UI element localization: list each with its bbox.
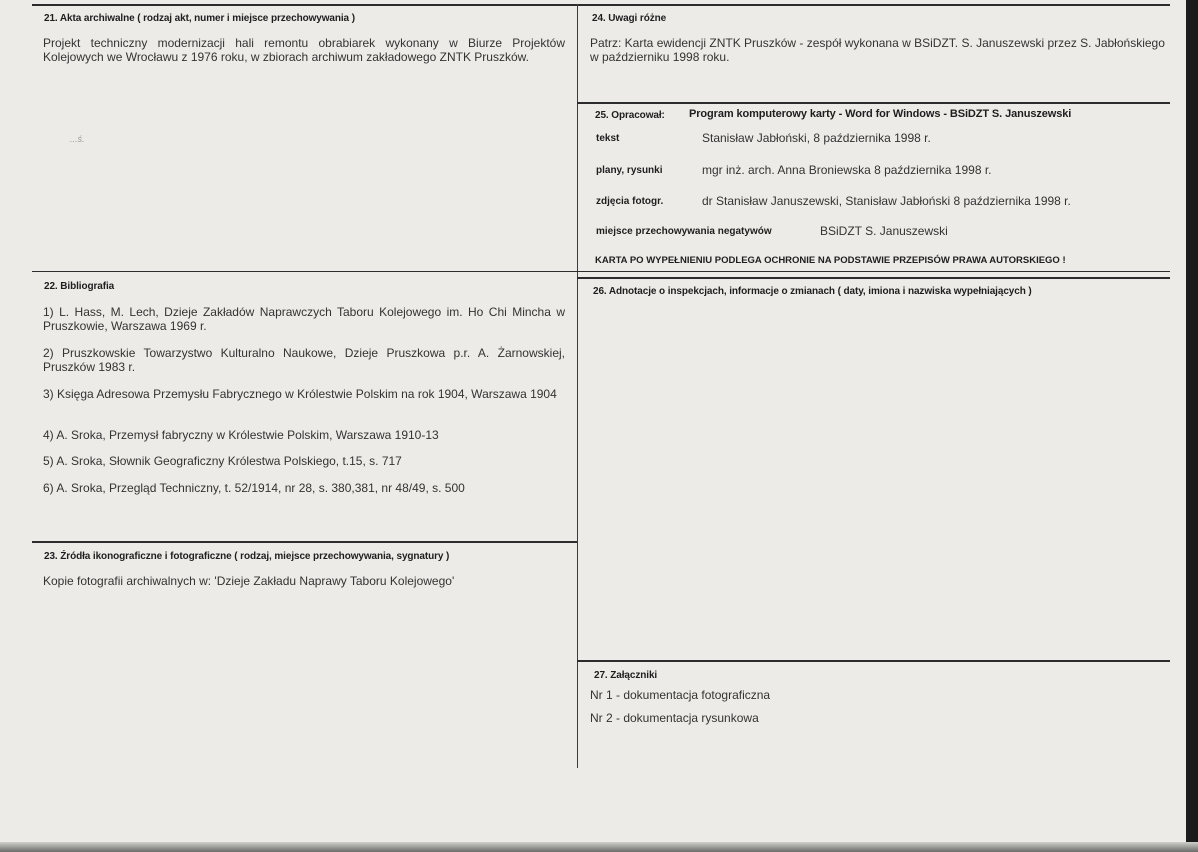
bibliography-item-5: 5) A. Sroka, Słownik Geograficzny Królestwa Polskiego, t.15, s. 717 bbox=[43, 454, 402, 468]
divider-23 bbox=[32, 541, 577, 543]
scan-smudge: ...ś. bbox=[70, 134, 85, 144]
s25-value-tekst: Stanisław Jabłoński, 8 października 1998 r. bbox=[702, 131, 931, 145]
s25-label-zdjecia: zdjęcia fotogr. bbox=[596, 196, 664, 207]
section-25-heading: 25. Opracował: bbox=[595, 110, 665, 121]
bibliography-item-3: 3) Księga Adresowa Przemysłu Fabrycznego w Królestwie Polskim na rok 1904, Warszawa 1904 bbox=[43, 387, 557, 401]
column-divider bbox=[577, 4, 578, 768]
bibliography-item-6: 6) A. Sroka, Przegląd Techniczny, t. 52/1914, nr 28, s. 380,381, nr 48/49, s. 500 bbox=[43, 481, 465, 495]
section-26-heading: 26. Adnotacje o inspekcjach, informacje o zmianach ( daty, imiona i nazwiska wypełniających ) bbox=[593, 286, 1032, 297]
divider-27 bbox=[577, 660, 1170, 662]
divider-25-inner bbox=[577, 271, 1170, 272]
section-23-heading: 23. Źródła ikonograficzne i fotograficzne ( rodzaj, miejsce przechowywania, sygnatury ) bbox=[44, 551, 450, 562]
attachment-item-2: Nr 2 - dokumentacja rysunkowa bbox=[590, 711, 759, 725]
section-25-heading-detail: Program komputerowy karty - Word for Windows - BSiDZT S. Januszewski bbox=[689, 108, 1072, 120]
s25-label-negatywy: miejsce przechowywania negatywów bbox=[596, 226, 772, 237]
divider-25 bbox=[577, 102, 1170, 104]
s25-label-tekst: tekst bbox=[596, 133, 620, 144]
section-21-text: Projekt techniczny modernizacji hali remontu obrabiarek wykonany w Biurze Projektów Kolejowych we Wrocławu z 1976 roku, w zbiorach archiwum zakładowego ZNTK Pruszków. bbox=[43, 36, 565, 64]
section-24-heading: 24. Uwagi różne bbox=[592, 13, 667, 24]
top-border-left bbox=[32, 4, 577, 6]
section-24-text: Patrz: Karta ewidencji ZNTK Pruszków - zespół wykonana w BSiDZT. S. Januszewski przez S. Jabłońskiego w październiku 1998 roku. bbox=[590, 36, 1165, 64]
scan-edge-bottom bbox=[0, 842, 1198, 852]
bibliography-item-4: 4) A. Sroka, Przemysł fabryczny w Królestwie Polskim, Warszawa 1910-13 bbox=[43, 428, 439, 442]
copyright-notice: KARTA PO WYPEŁNIENIU PODLEGA OCHRONIE NA PODSTAWIE PRZEPISÓW PRAWA AUTORSKIEGO ! bbox=[595, 255, 1066, 266]
divider-22 bbox=[32, 271, 577, 272]
scan-edge-right bbox=[1186, 0, 1198, 852]
attachment-item-1: Nr 1 - dokumentacja fotograficzna bbox=[590, 688, 771, 702]
divider-26 bbox=[577, 277, 1170, 279]
section-21-heading: 21. Akta archiwalne ( rodzaj akt, numer i miejsce przechowywania ) bbox=[44, 13, 355, 24]
bibliography-item-1: 1) L. Hass, M. Lech, Dzieje Zakładów Naprawczych Taboru Kolejowego im. Ho Chi Mincha w Pruszkowie, Warszawa 1969 r. bbox=[43, 305, 565, 333]
section-22-heading: 22. Bibliografia bbox=[44, 281, 115, 292]
s25-value-zdjecia: dr Stanisław Januszewski, Stanisław Jabłoński 8 października 1998 r. bbox=[702, 194, 1071, 208]
s25-label-plany: plany, rysunki bbox=[596, 165, 663, 176]
top-border-right bbox=[577, 4, 1170, 6]
section-23-text: Kopie fotografii archiwalnych w: 'Dzieje Zakładu Naprawy Taboru Kolejowego' bbox=[43, 574, 455, 588]
section-27-heading: 27. Załączniki bbox=[594, 670, 658, 681]
s25-value-negatywy: BSiDZT S. Januszewski bbox=[820, 224, 948, 238]
bibliography-item-2: 2) Pruszkowskie Towarzystwo Kulturalno Naukowe, Dzieje Pruszkowa p.r. A. Żarnowskiej, Pruszków 1983 r. bbox=[43, 346, 565, 374]
s25-value-plany: mgr inż. arch. Anna Broniewska 8 października 1998 r. bbox=[702, 163, 992, 177]
